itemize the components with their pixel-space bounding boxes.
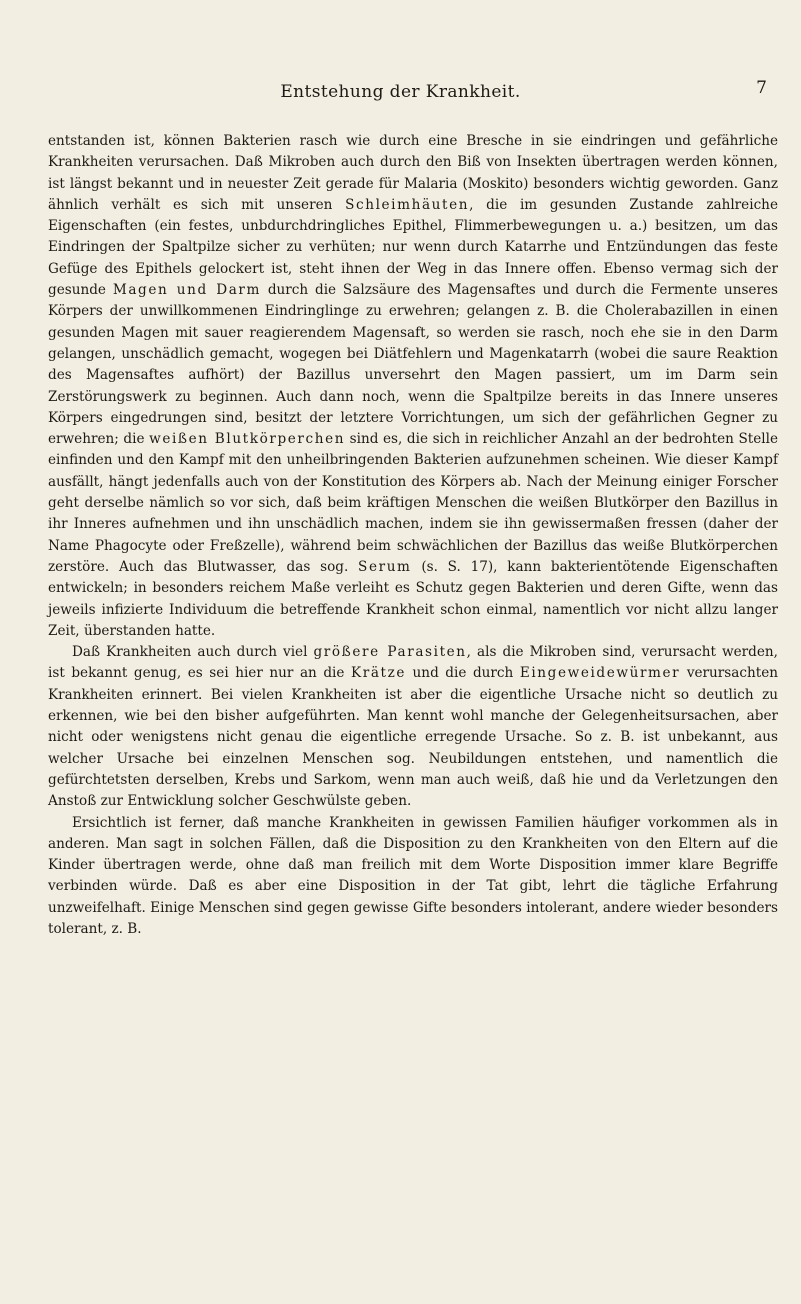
text-run: , die im gesunden Zustande zahlreiche Eigenschaften (ein festes, unbdurchdringliches Epithel, Flimmerbewegungen u. a.) besitzen, um das Eindringen der Spaltpilze sicher zu verhüten; nur wenn durch Katarrhe und Entzündungen das feste Gefüge des Epithels gelockert ist, steht ihnen der Weg in das Innere offen. Ebenso vermag sich der gesunde <box>48 196 778 299</box>
text-run: , als die Mikroben sind, verursacht werden, ist bekannt genug, es sei hier nur an die <box>48 644 778 682</box>
emphasis-magen-darm: Magen und Darm <box>112 282 262 299</box>
emphasis-serum: Serum <box>358 558 412 575</box>
running-head <box>0 78 801 106</box>
text-run: sind es, die sich in reichlicher Anzahl an der bedrohten Stelle einfinden und den Kampf mit den unheilbringenden Bakterien aufzunehmen scheinen. Wie dieser Kampf ausfällt, hängt jedenfalls auch von der Konstitution des Körpers ab. Nach der Meinung einiger Forscher geht derselbe nämlich so vor sich, daß beim kräftigen Menschen die weißen Blutkörper den Bazillus in ihr Inneres aufnehmen und ihn unschädlich machen, indem sie ihn gewissermaßen fressen (daher der Name Phagocyte oder Freßzelle), während beim schwächlichen der Bazillus das weiße Blutkörperchen zerstöre. Auch das Blutwasser, das sog. <box>48 431 779 575</box>
text-run: und die durch <box>406 665 520 682</box>
text-run: entstanden ist, können Bakterien rasch wie durch eine Bresche in sie eindringen und gefährliche Krankheiten verursachen. Daß Mikroben auch durch den Biß von Insekten übertragen werden können, ist längst bekannt und in neuester Zeit gerade für Malaria (Moskito) besonders wichtig geworden. Ganz ähnlich verhält es sich mit unseren <box>48 133 778 213</box>
page-number: 7 <box>756 78 767 98</box>
text-run: (s. S. 17), kann bakterientötende Eigenschaften entwickeln; in besonders reichem Maße verleiht es Schutz gegen Bakterien und deren Gifte, wenn das jeweils infizierte Individuum die betreffende Krankheit schon einmal, namentlich vor nicht allzu langer Zeit, überstanden hatte. <box>48 558 778 639</box>
text-run: Ersichtlich ist ferner, daß manche Krankheiten in gewissen Familien häufiger vorkommen als in anderen. Man sagt in solchen Fällen, daß die Disposition zu den Krankheiten von den Eltern auf die Kinder übertragen werde, ohne daß man freilich mit dem Worte Disposition immer klare Begriffe verbinden würde. Daß es aber eine Disposition in der Tat gibt, lehrt die tägliche Erfahrung unzweifelhaft. Einige Menschen sind gegen gewisse Gifte besonders intolerant, andere wieder besonders tolerant, z. B. <box>48 814 778 937</box>
paragraph-1 <box>48 131 778 642</box>
paragraph-2 <box>48 642 778 812</box>
emphasis-parasiten: größere Parasiten <box>313 644 467 661</box>
text-run: durch die Salzsäure des Magensaftes und durch die Fermente unseres Körpers der unwillkommenen Eindringlinge zu erwehren; gelangen z. B. die Cholerabazillen in einen gesunden Magen mit sauer reagierendem Magensaft, so werden sie rasch, noch ehe sie in den Darm gelangen, unschädlich gemacht, wogegen bei Diätfehlern und Magenkatarrh (wobei die saure Reaktion des Magensaftes aufhört) der Bazillus unversehrt den Magen passiert, um im Darm sein Zerstörungswerk zu beginnen. Auch dann noch, wenn die Spaltpilze bereits in das Innere unseres Körpers eingedrungen sind, besitzt der letztere Vorrichtungen, um sich der gefährlichen Gegner zu erwehren; die <box>48 282 778 448</box>
text-run: Daß Krankheiten auch durch viel <box>72 644 314 661</box>
text-run: verursachten Krankheiten erinnert. Bei vielen Krankheiten ist aber die eigentliche Ursache nicht so deutlich zu erkennen, wie bei den bisher aufgeführten. Man kennt wohl manche der Gelegenheitsursachen, aber nicht oder wenigstens nicht genau die eigentliche erregende Ursache. So z. B. ist unbekannt, aus welcher Ursache bei einzelnen Menschen sog. Neubildungen entstehen, und namentlich die gefürchtetsten derselben, Krebs und Sarkom, wenn man auch weiß, daß hie und da Verletzungen den Anstoß zur Entwicklung solcher Geschwülste geben. <box>48 665 779 810</box>
emphasis-blutkoerperchen: weißen Blutkörperchen <box>149 431 346 448</box>
emphasis-eingeweidewuermer: Eingeweidewürmer <box>519 665 681 682</box>
body-text <box>48 131 778 940</box>
emphasis-kraetze: Krätze <box>350 665 407 682</box>
emphasis-schleimhaeute: Schleimhäuten <box>345 196 470 213</box>
paragraph-3 <box>48 813 778 941</box>
running-title: Entstehung der Krankheit. <box>280 82 521 102</box>
